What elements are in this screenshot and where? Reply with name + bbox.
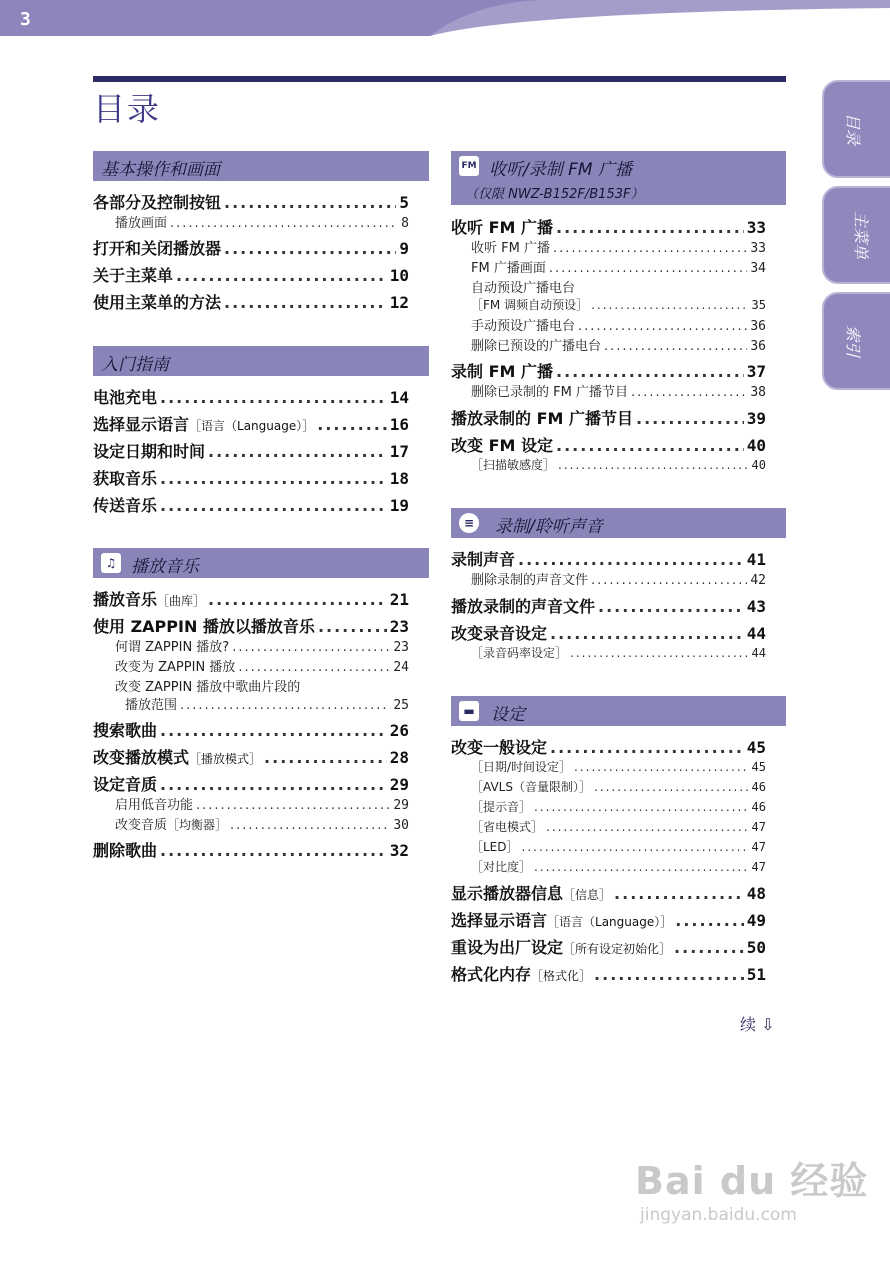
continue-label: 续 — [740, 1015, 757, 1034]
fm-radio-icon: FM — [459, 156, 479, 176]
toc-entry[interactable]: 传送音乐 ..... 19 — [93, 493, 409, 517]
section-basic-title: 基本操作和画面 — [101, 160, 220, 180]
section-intro — [93, 346, 429, 376]
toc-entry[interactable]: 改变播放模式［播放模式］ ..... 28 — [93, 745, 409, 769]
page-number: 3 — [20, 9, 31, 30]
toc-subentry[interactable]: 手动预设广播电台 ..... 36 — [471, 315, 766, 333]
section-basic — [93, 151, 429, 181]
section-music — [93, 548, 429, 578]
tab-index-label: 索引 — [843, 324, 863, 358]
section-fm-subtitle: （仅限 NWZ-B152F/B153F） — [465, 187, 644, 202]
toc-entry[interactable]: 打开和关闭播放器 ..... 9 — [93, 236, 409, 260]
header-bar — [0, 0, 890, 36]
toc-entry[interactable]: 删除歌曲 ..... 32 — [93, 838, 409, 862]
watermark-brand: Bai du 经验 — [635, 1159, 869, 1203]
toc-subentry-line1: 改变 ZAPPIN 播放中歌曲片段的 — [115, 680, 301, 695]
toc-subentry[interactable]: 改变音质［均衡器］ ..... 30 — [115, 814, 409, 832]
toc-entry[interactable]: 关于主菜单 ..... 10 — [93, 263, 409, 287]
toc-subentry[interactable]: ［录音码率设定］ ..... 44 — [471, 644, 766, 662]
toc-entry[interactable]: 设定音质 ..... 29 — [93, 772, 409, 796]
toc-subentry[interactable]: ［AVLS（音量限制）］ ..... 46 — [471, 778, 766, 796]
toc-subentry[interactable]: 改变为 ZAPPIN 播放 ..... 24 — [115, 656, 409, 674]
baidu-watermark — [635, 1150, 868, 1225]
title-rule — [93, 76, 786, 82]
toc-subentry[interactable]: 何谓 ZAPPIN 播放? ..... 23 — [115, 636, 409, 654]
section-voice — [451, 508, 786, 538]
continue-link[interactable] — [740, 1012, 775, 1035]
toc-subentry[interactable]: ［提示音］ ..... 46 — [471, 798, 766, 816]
toc-entry[interactable]: 选择显示语言［语言（Language）］ ..... 16 — [93, 412, 409, 436]
toc-entry[interactable]: 重设为出厂设定［所有设定初始化］ ..... 50 — [451, 935, 766, 959]
toc-subentry[interactable]: ［省电模式］ ..... 47 — [471, 818, 766, 836]
toc-entry[interactable]: 改变一般设定 ..... 45 — [451, 735, 766, 759]
section-settings-title: 设定 — [491, 705, 525, 725]
toc-subentry[interactable]: ［日期/时间设定］ ..... 45 — [471, 758, 766, 776]
toc-entry[interactable]: 录制 FM 广播 ..... 37 — [451, 359, 766, 383]
toc-subentry[interactable]: 删除已预设的广播电台 ..... 36 — [471, 335, 766, 353]
arrow-down-icon: ⇩ — [761, 1015, 775, 1034]
tab-main-menu-label: 主菜单 — [851, 210, 871, 260]
toc-entry[interactable]: 改变 FM 设定 ..... 40 — [451, 433, 766, 457]
toc-entry[interactable]: 获取音乐 ..... 18 — [93, 466, 409, 490]
toc-subentry[interactable]: 删除已录制的 FM 广播节目 ..... 38 — [471, 381, 766, 399]
toc-entry[interactable]: 使用主菜单的方法 ..... 12 — [93, 290, 409, 314]
toolbox-icon: ▬ — [459, 701, 479, 721]
toc-entry[interactable]: 设定日期和时间 ..... 17 — [93, 439, 409, 463]
section-intro-title: 入门指南 — [101, 355, 169, 375]
tab-index[interactable] — [822, 292, 890, 390]
toc-subentry[interactable]: ［扫描敏感度］ ..... 40 — [471, 456, 766, 474]
toc-entry[interactable]: 选择显示语言［语言（Language）］ ..... 49 — [451, 908, 766, 932]
toc-subentry[interactable]: 删除录制的声音文件 ..... 42 — [471, 569, 766, 587]
section-voice-title: 录制/聆听声音 — [495, 517, 603, 537]
toc-subentry[interactable]: ［FM 调频自动预设］ ..... 35 — [471, 296, 766, 314]
toc-entry[interactable]: 改变录音设定 ..... 44 — [451, 621, 766, 645]
section-settings — [451, 696, 786, 726]
toc-subentry[interactable]: 启用低音功能 ..... 29 — [115, 794, 409, 812]
toc-subentry[interactable]: ［对比度］ ..... 47 — [471, 858, 766, 876]
toc-entry[interactable]: 播放录制的 FM 广播节目 ..... 39 — [451, 406, 766, 430]
toc-subentry[interactable]: FM 广播画面 ..... 34 — [471, 257, 766, 275]
page-title: 目录 — [93, 90, 162, 128]
toc-entry[interactable]: 电池充电 ..... 14 — [93, 385, 409, 409]
toc-subentry-line1: 自动预设广播电台 — [471, 281, 576, 296]
speech-bubble-icon: ≡ — [459, 513, 479, 533]
tab-toc-label: 目录 — [843, 112, 863, 146]
section-fm — [451, 151, 786, 205]
toc-subentry[interactable]: 播放范围 ..... 25 — [125, 694, 409, 712]
tab-main-menu[interactable] — [822, 186, 890, 284]
section-fm-title: 收听/录制 FM 广播 — [489, 160, 632, 180]
toc-entry[interactable]: 搜索歌曲 ..... 26 — [93, 718, 409, 742]
watermark-url: jingyan.baidu.com — [640, 1205, 797, 1225]
toc-entry[interactable]: 各部分及控制按钮 ..... 5 — [93, 190, 409, 214]
toc-subentry[interactable]: 播放画面 ..... 8 — [115, 212, 409, 230]
toc-entry[interactable]: 格式化内存［格式化］ ..... 51 — [451, 962, 766, 986]
toc-entry[interactable]: 使用 ZAPPIN 播放以播放音乐 ..... 23 — [93, 614, 409, 638]
toc-entry[interactable]: 播放录制的声音文件 ..... 43 — [451, 594, 766, 618]
toc-subentry[interactable]: 收听 FM 广播 ..... 33 — [471, 237, 766, 255]
toc-entry[interactable]: 播放音乐［曲库］ ..... 21 — [93, 587, 409, 611]
toc-subentry[interactable]: ［LED］ ..... 47 — [471, 838, 766, 856]
toc-entry[interactable]: 显示播放器信息［信息］ ..... 48 — [451, 881, 766, 905]
section-music-title: 播放音乐 — [131, 557, 199, 577]
tab-toc[interactable] — [822, 80, 890, 178]
music-note-icon: ♫ — [101, 553, 121, 573]
toc-entry[interactable]: 录制声音 ..... 41 — [451, 547, 766, 571]
toc-entry[interactable]: 收听 FM 广播 ..... 33 — [451, 215, 766, 239]
